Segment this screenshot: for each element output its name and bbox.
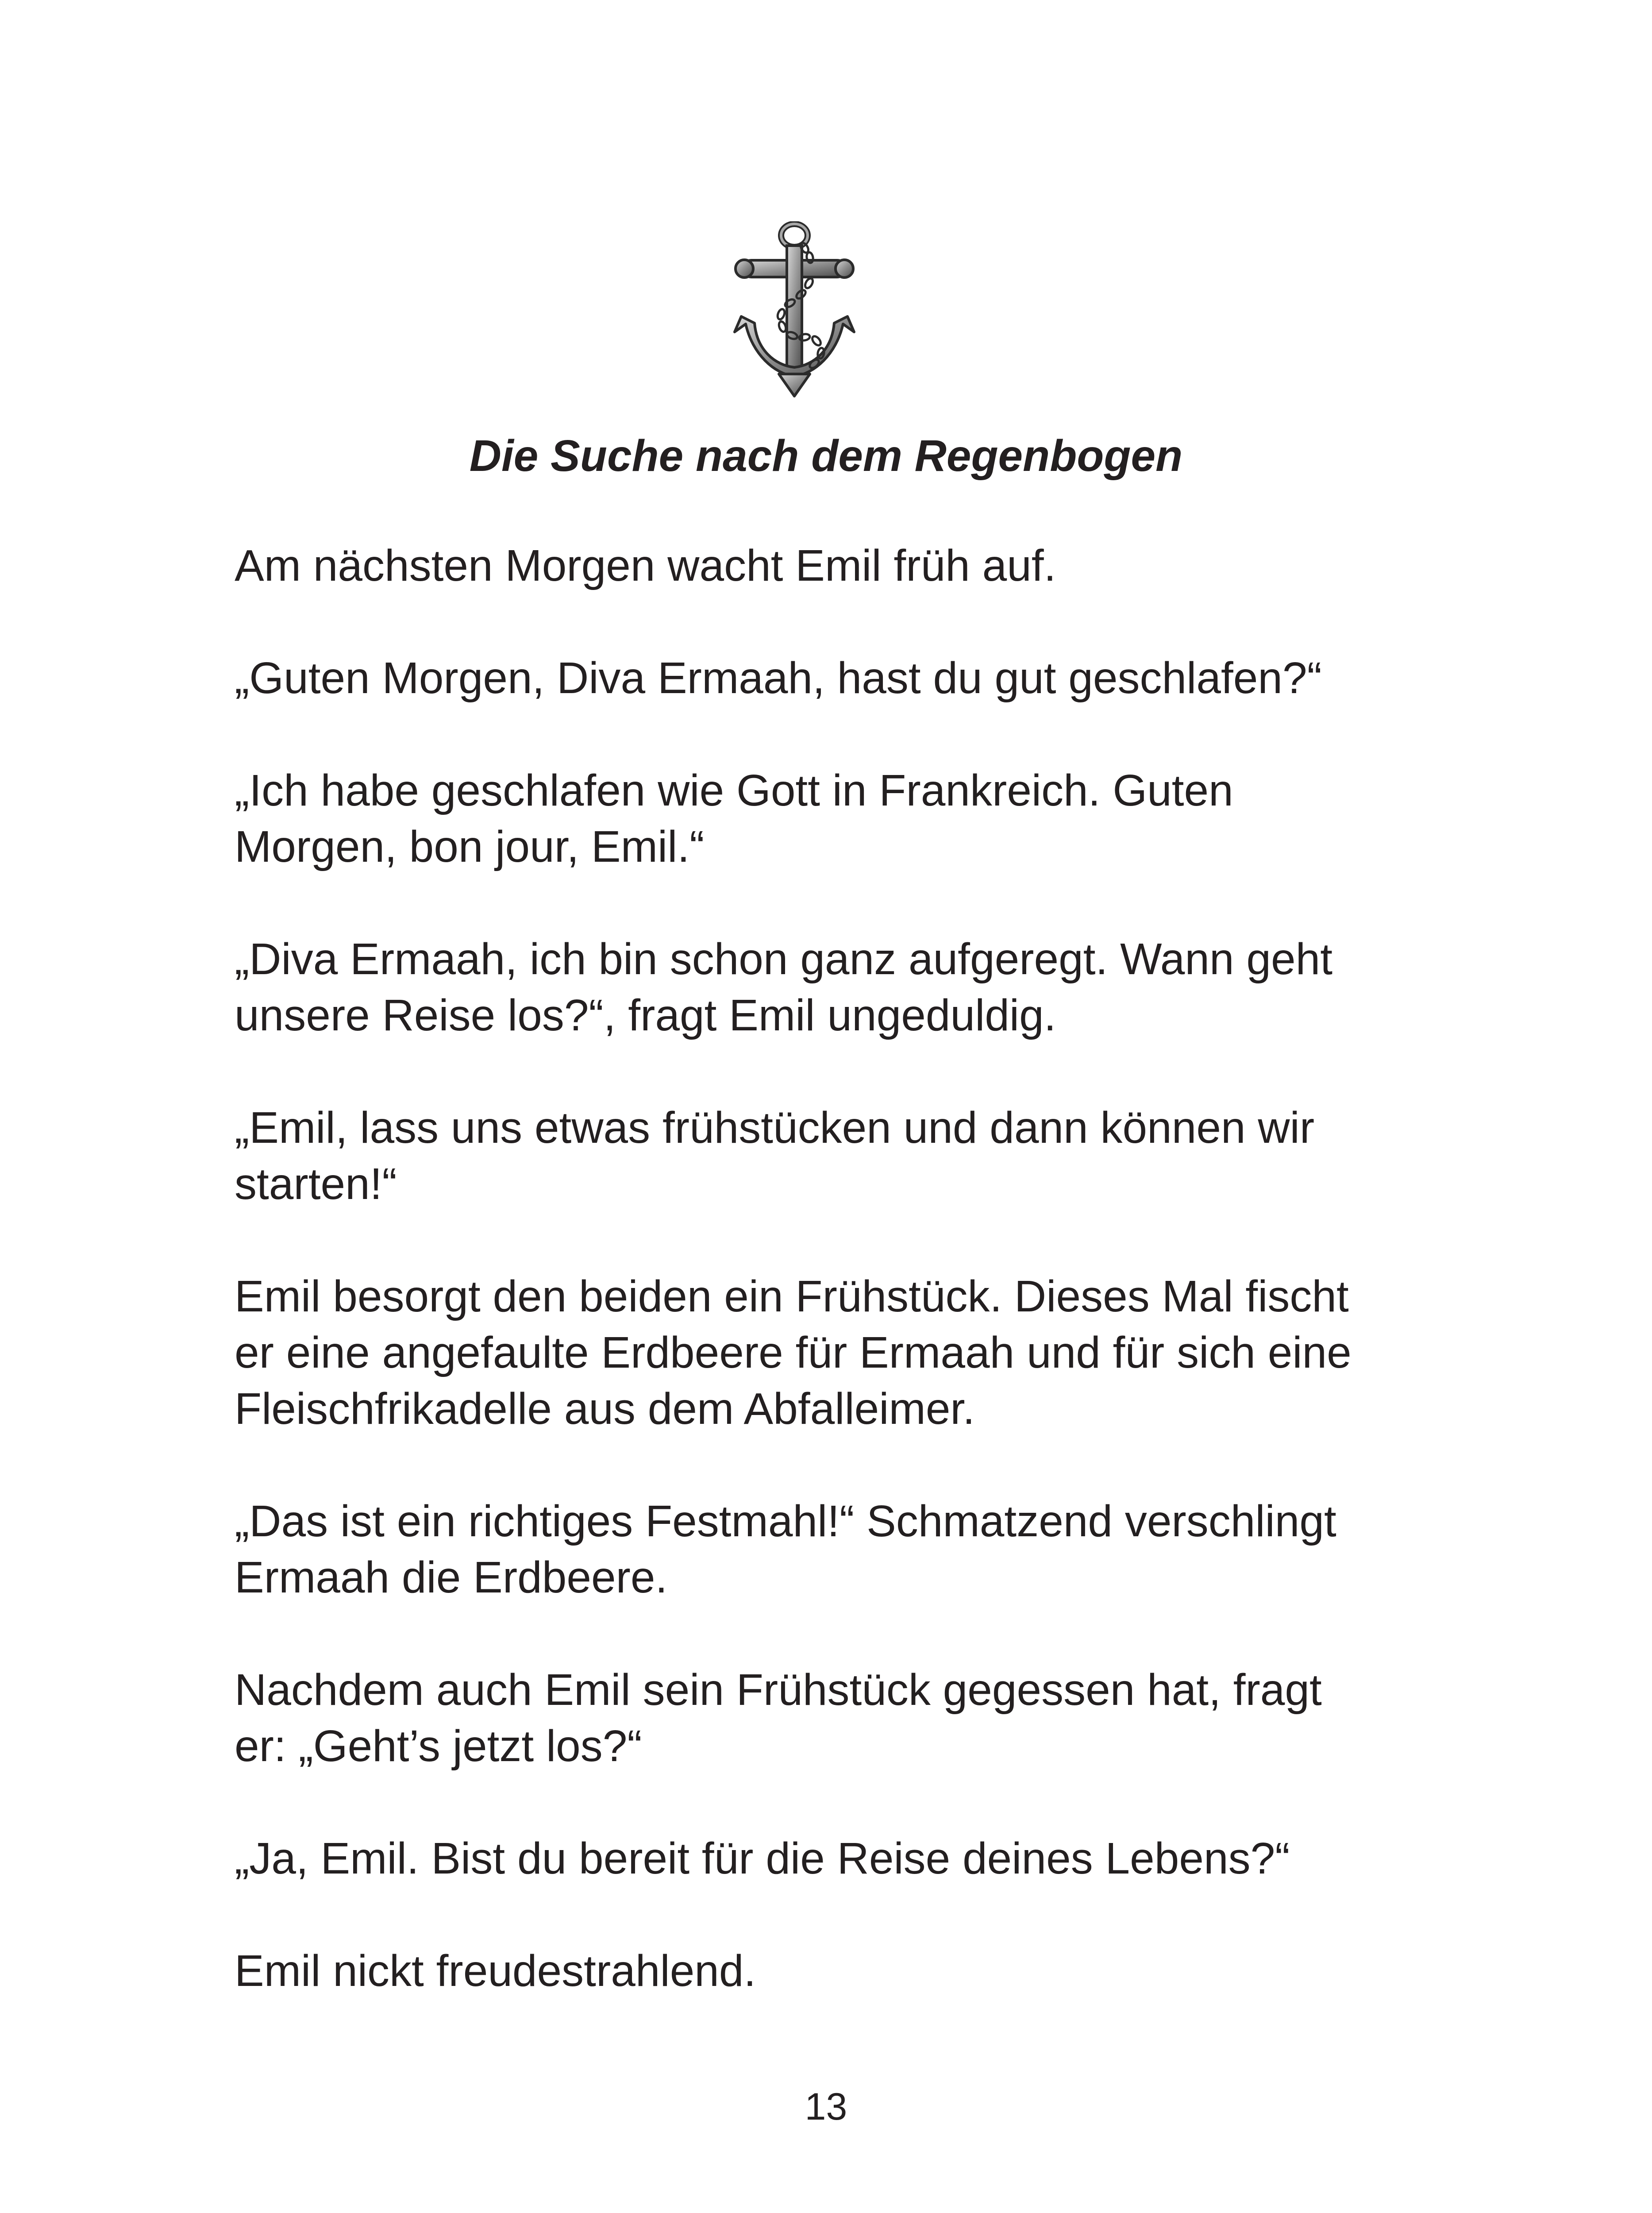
paragraph: „Das ist ein richtiges Festmahl!“ Schmatzend verschlingt Ermaah die Erdbeere. bbox=[235, 1496, 1336, 1602]
paragraph: Nachdem auch Emil sein Frühstück gegessen hat, fragt er: „Geht’s jetzt los?“ bbox=[235, 1665, 1322, 1771]
paragraph: „Emil, lass uns etwas frühstücken und dann können wir starten!“ bbox=[235, 1103, 1315, 1209]
paragraph: „Ich habe geschlafen wie Gott in Frankreich. Guten Morgen, bon jour, Emil.“ bbox=[235, 766, 1233, 871]
anchor-with-chain-icon bbox=[726, 221, 863, 407]
paragraph: „Diva Ermaah, ich bin schon ganz aufgeregt. Wann geht unsere Reise los?“, fragt Emil ungeduldig. bbox=[235, 934, 1333, 1040]
paragraph: „Guten Morgen, Diva Ermaah, hast du gut geschlafen?“ bbox=[235, 653, 1322, 703]
story-text bbox=[235, 538, 1456, 2055]
chapter-title: Die Suche nach dem Regenbogen bbox=[469, 431, 1183, 481]
paragraph: Am nächsten Morgen wacht Emil früh auf. bbox=[235, 541, 1056, 590]
paragraph: Emil nickt freudestrahlend. bbox=[235, 1946, 756, 1996]
paragraph: „Ja, Emil. Bist du bereit für die Reise deines Lebens?“ bbox=[235, 1834, 1290, 1883]
paragraph: Emil besorgt den beiden ein Frühstück. Dieses Mal fischt er eine angefaulte Erdbeere für Ermaah und für sich eine Fleischfrikadelle aus dem Abfalleimer. bbox=[235, 1272, 1352, 1434]
page-number: 13 bbox=[805, 2086, 847, 2128]
